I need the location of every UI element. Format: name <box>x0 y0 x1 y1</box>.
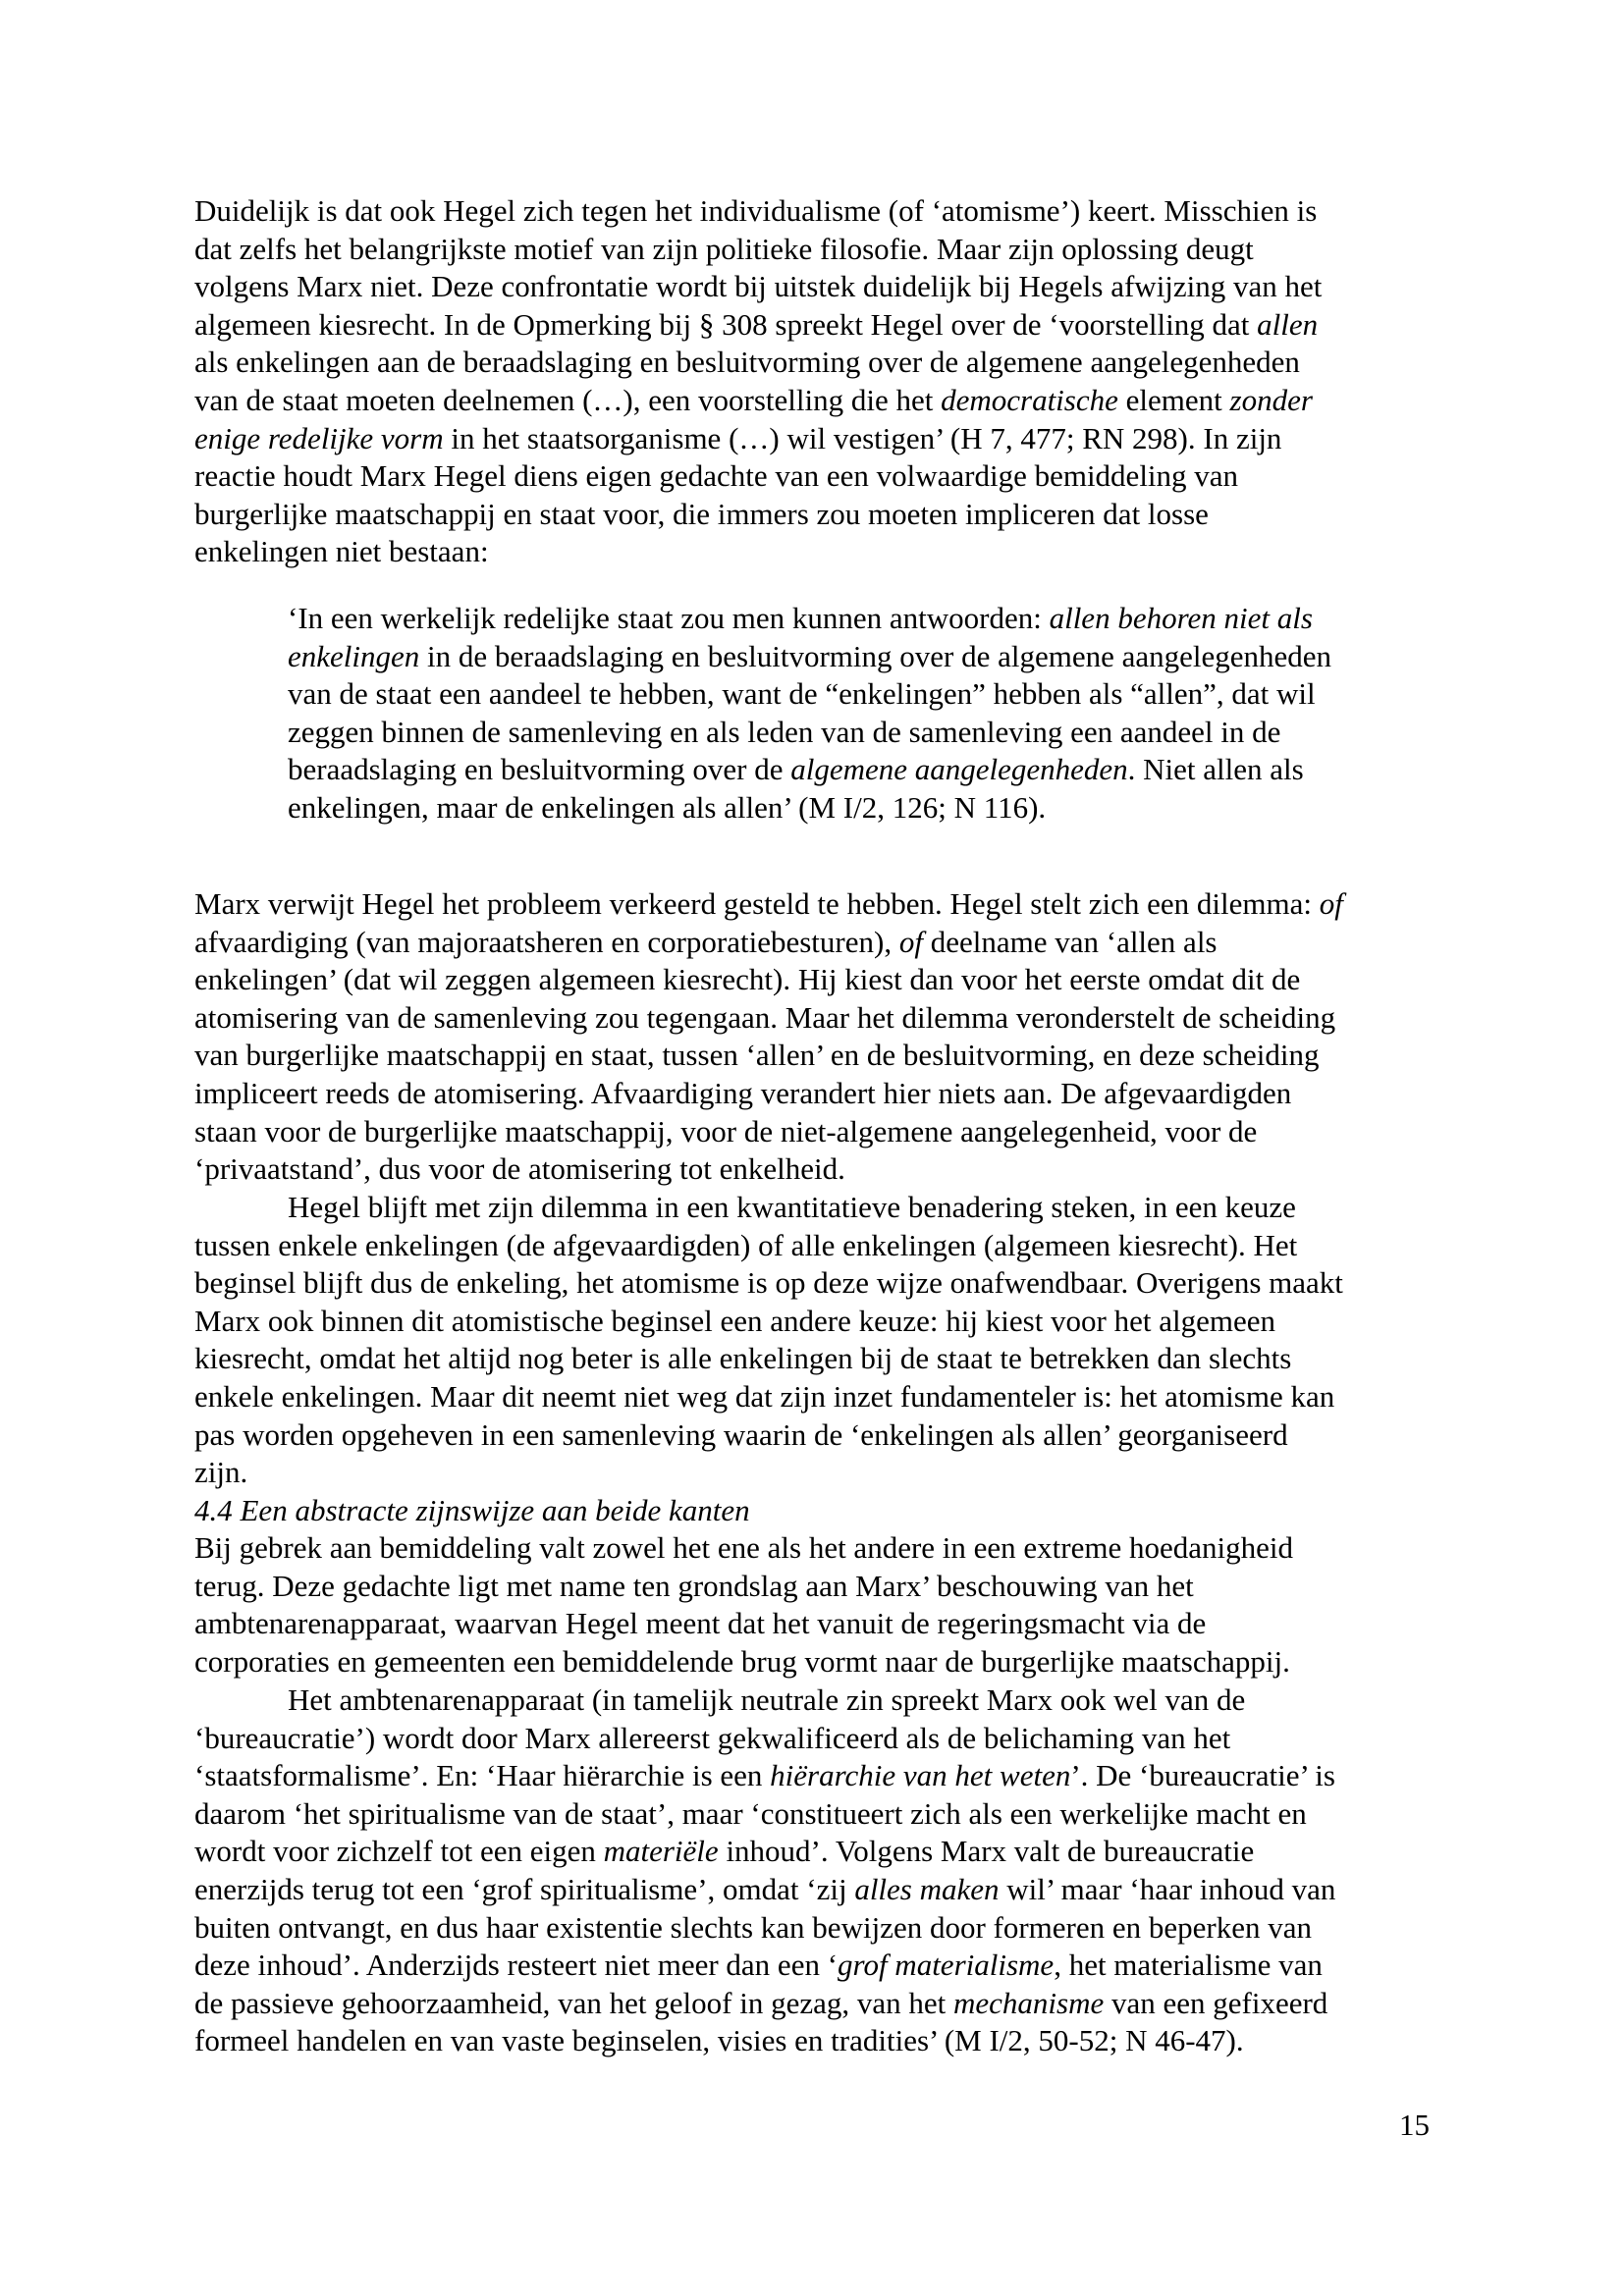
text-segment: enkelingen’ (dat wil zeggen algemeen kiesrecht). Hij kiest dan voor het eerste omdat dit de <box>194 962 1301 997</box>
text-segment: van burgerlijke maatschappij en staat, tussen ‘allen’ en de besluitvorming, en deze scheiding <box>194 1038 1320 1073</box>
text-line <box>194 1947 1430 1985</box>
text-segment: Duidelijk is dat ook Hegel zich tegen het individualisme (of ‘atomisme’) keert. Misschien is <box>194 193 1318 228</box>
text-line <box>194 1795 1430 1834</box>
text-line <box>194 231 1430 269</box>
text-segment: element <box>1117 382 1230 417</box>
text-line <box>194 1568 1430 1606</box>
section-heading: 4.4 Een abstracte zijnswijze aan beide kanten <box>194 1493 750 1527</box>
italic-text: democratische <box>941 382 1118 417</box>
text-segment: impliceert reeds de atomisering. Afvaardiging verandert hier niets aan. De afgevaardigden <box>194 1075 1292 1110</box>
paragraph-4 <box>194 1529 1430 1681</box>
text-segment: Marx verwijt Hegel het probleem verkeerd gesteld te hebben. Hegel stelt zich een dilemma: <box>194 886 1320 921</box>
text-segment: als enkelingen aan de beraadslaging en besluitvorming over de algemene aangelegenheden <box>194 345 1300 380</box>
text-segment: Bij gebrek aan bemiddeling valt zowel het ene als het andere in een extreme hoedanigheid <box>194 1530 1293 1565</box>
text-segment: . Niet allen als <box>1127 752 1304 787</box>
text-segment: atomisering van de samenleving zou tegengaan. Maar het dilemma veronderstelt de scheiding <box>194 999 1336 1035</box>
text-line <box>194 420 1430 458</box>
text-line <box>194 1227 1430 1265</box>
text-line <box>194 382 1430 420</box>
text-segment: dat zelfs het belangrijkste motief van zijn politieke filosofie. Maar zijn oplossing deugt <box>194 231 1254 266</box>
text-segment: ‘privaatstand’, dus voor de atomisering tot enkelheid. <box>194 1151 845 1187</box>
text-segment: ’. De ‘bureaucratie’ is <box>1070 1758 1335 1793</box>
text-segment: Het ambtenarenapparaat (in tamelijk neutrale zin spreekt Marx ook wel van de <box>288 1682 1246 1717</box>
page-number: 15 <box>1399 2108 1430 2142</box>
text-segment: van de staat een aandeel te hebben, want de “enkelingen” hebben als “allen”, dat wil <box>288 676 1316 712</box>
text-line <box>194 1303 1430 1341</box>
text-segment: in de beraadslaging en besluitvorming over de algemene aangelegenheden <box>419 638 1332 673</box>
text-line <box>194 1454 1430 1492</box>
text-line <box>194 1833 1430 1871</box>
text-line <box>194 885 1430 924</box>
paragraph-1 <box>194 192 1430 571</box>
block-quote <box>288 600 1430 828</box>
text-segment: de passieve gehoorzaamheid, van het geloof in gezag, van het <box>194 1985 953 2020</box>
text-line <box>288 638 1430 676</box>
text-segment: in het staatsorganisme (…) wil vestigen’ (H 7, 477; RN 298). In zijn <box>443 420 1282 455</box>
text-segment: reactie houdt Marx Hegel diens eigen gedachte van een volwaardige bemiddeling van <box>194 458 1239 494</box>
text-line <box>194 457 1430 496</box>
text-line <box>194 1757 1430 1795</box>
text-segment: volgens Marx niet. Deze confrontatie wordt bij uitstek duidelijk bij Hegels afwijzing van het <box>194 269 1323 304</box>
text-segment: enkele enkelingen. Maar dit neemt niet weg dat zijn inzet fundamenteler is: het atomisme kan <box>194 1378 1335 1414</box>
text-line <box>288 600 1430 638</box>
text-segment: Marx ook binnen dit atomistische beginsel een andere keuze: hij kiest voor het algemeen <box>194 1303 1276 1338</box>
italic-text: of <box>1319 886 1343 921</box>
text-segment: tussen enkele enkelingen (de afgevaardigden) of alle enkelingen (algemeen kiesrecht). Het <box>194 1227 1298 1262</box>
text-segment: zijn. <box>194 1455 248 1490</box>
text-segment: enerzijds terug tot een ‘grof spiritualisme’, omdat ‘zij <box>194 1871 855 1906</box>
text-segment: terug. Deze gedachte ligt met name ten grondslag aan Marx’ beschouwing van het <box>194 1568 1194 1603</box>
text-segment: ambtenarenapparaat, waarvan Hegel meent dat het vanuit de regeringsmacht via de <box>194 1606 1207 1641</box>
text-segment: ‘In een werkelijk redelijke staat zou men kunnen antwoorden: <box>288 601 1050 635</box>
text-line <box>194 1378 1430 1416</box>
text-line <box>194 533 1430 571</box>
text-segment: corporaties en gemeenten een bemiddelende brug vormt naar de burgerlijke maatschappij. <box>194 1643 1290 1679</box>
text-segment: formeel handelen en van vaste beginselen, visies en tradities’ (M I/2, 50-52; N 46-47). <box>194 2023 1244 2058</box>
italic-text: allen <box>1257 306 1319 342</box>
text-segment: enkelingen, maar de enkelingen als allen’ (M I/2, 126; N 116). <box>288 789 1047 825</box>
text-segment: beraadslaging en besluitvorming over de <box>288 752 791 787</box>
text-segment: deze inhoud’. Anderzijds resteert niet meer dan een ‘ <box>194 1948 839 1983</box>
text-segment: afvaardiging (van majoraatsheren en corporatiebesturen), <box>194 924 899 959</box>
text-line <box>194 1720 1430 1758</box>
text-segment: ‘staatsformalisme’. En: ‘Haar hiërarchie is een <box>194 1758 771 1793</box>
italic-text: hiërarchie van het weten <box>770 1758 1071 1793</box>
italic-text: zonder <box>1229 382 1313 417</box>
text-line <box>288 789 1430 828</box>
text-line <box>194 1871 1430 1909</box>
text-line <box>194 496 1430 534</box>
text-segment: burgerlijke maatschappij en staat voor, die immers zou moeten impliceren dat losse <box>194 496 1209 531</box>
text-line <box>194 999 1430 1038</box>
text-segment: wil’ maar ‘haar inhoud van <box>999 1871 1336 1906</box>
text-line <box>288 751 1430 789</box>
text-segment: , het materialisme van <box>1054 1948 1323 1983</box>
text-segment: staan voor de burgerlijke maatschappij, voor de niet-algemene aangelegenheid, voor de <box>194 1113 1258 1148</box>
text-line <box>288 675 1430 714</box>
text-line <box>194 1529 1430 1568</box>
text-segment: algemeen kiesrecht. In de Opmerking bij § 308 spreekt Hegel over de ‘voorstelling dat <box>194 306 1258 342</box>
italic-text: enkelingen <box>288 638 420 673</box>
text-line <box>194 1189 1430 1227</box>
text-segment: enkelingen niet bestaan: <box>194 534 489 569</box>
italic-text: mechanisme <box>952 1985 1105 2020</box>
text-segment: zeggen binnen de samenleving en als leden van de samenleving een aandeel in de <box>288 714 1281 749</box>
text-segment: van een gefixeerd <box>1104 1985 1328 2020</box>
text-segment: deelname van ‘allen als <box>922 924 1218 959</box>
paragraph-3 <box>194 1189 1430 1492</box>
text-line <box>288 714 1430 752</box>
italic-text: materiële <box>603 1834 719 1869</box>
text-segment: buiten ontvangt, en dus haar existentie slechts kan bewijzen door formeren en beperken van <box>194 1909 1312 1945</box>
text-line <box>194 1113 1430 1151</box>
italic-text: algemene aangelegenheden <box>790 752 1128 787</box>
italic-text: enige redelijke vorm <box>194 420 444 455</box>
text-line <box>194 1075 1430 1113</box>
text-segment: kiesrecht, omdat het altijd nog beter is alle enkelingen bij de staat te betrekken dan slechts <box>194 1341 1292 1376</box>
text-line <box>194 192 1430 231</box>
text-segment: wordt voor zichzelf tot een eigen <box>194 1834 604 1869</box>
text-line <box>194 924 1430 962</box>
text-segment: daarom ‘het spiritualisme van de staat’, maar ‘constitueert zich als een werkelijke macht en <box>194 1795 1307 1831</box>
text-line <box>194 1264 1430 1303</box>
text-line <box>194 1605 1430 1643</box>
text-line <box>194 1643 1430 1682</box>
text-line <box>194 1985 1430 2023</box>
text-line <box>194 306 1430 345</box>
text-line <box>194 1340 1430 1378</box>
text-segment: pas worden opgeheven in een samenleving waarin de ‘enkelingen als allen’ georganiseerd <box>194 1416 1288 1452</box>
text-segment: van de staat moeten deelnemen (…), een voorstelling die het <box>194 382 942 417</box>
text-segment: beginsel blijft dus de enkeling, het atomisme is op deze wijze onafwendbaar. Overigens maakt <box>194 1265 1343 1301</box>
text-line <box>194 1150 1430 1189</box>
text-line <box>194 961 1430 999</box>
text-segment: inhoud’. Volgens Marx valt de bureaucratie <box>718 1834 1255 1869</box>
italic-text: grof materialisme <box>838 1948 1055 1983</box>
text-segment: Hegel blijft met zijn dilemma in een kwantitatieve benadering steken, in een keuze <box>288 1190 1296 1224</box>
text-segment: ‘bureaucratie’) wordt door Marx allereerst gekwalificeerd als de belichaming van het <box>194 1720 1231 1755</box>
paragraph-5 <box>194 1682 1430 2060</box>
italic-text: of <box>898 924 923 959</box>
text-line <box>194 268 1430 306</box>
text-line <box>194 1682 1430 1720</box>
text-line <box>194 344 1430 382</box>
text-line <box>194 2022 1430 2060</box>
text-line <box>194 1416 1430 1455</box>
text-line <box>194 1909 1430 1948</box>
italic-text: allen behoren niet als <box>1049 601 1313 635</box>
text-line <box>194 1037 1430 1075</box>
paragraph-2 <box>194 885 1430 1189</box>
italic-text: alles maken <box>854 1871 1000 1906</box>
